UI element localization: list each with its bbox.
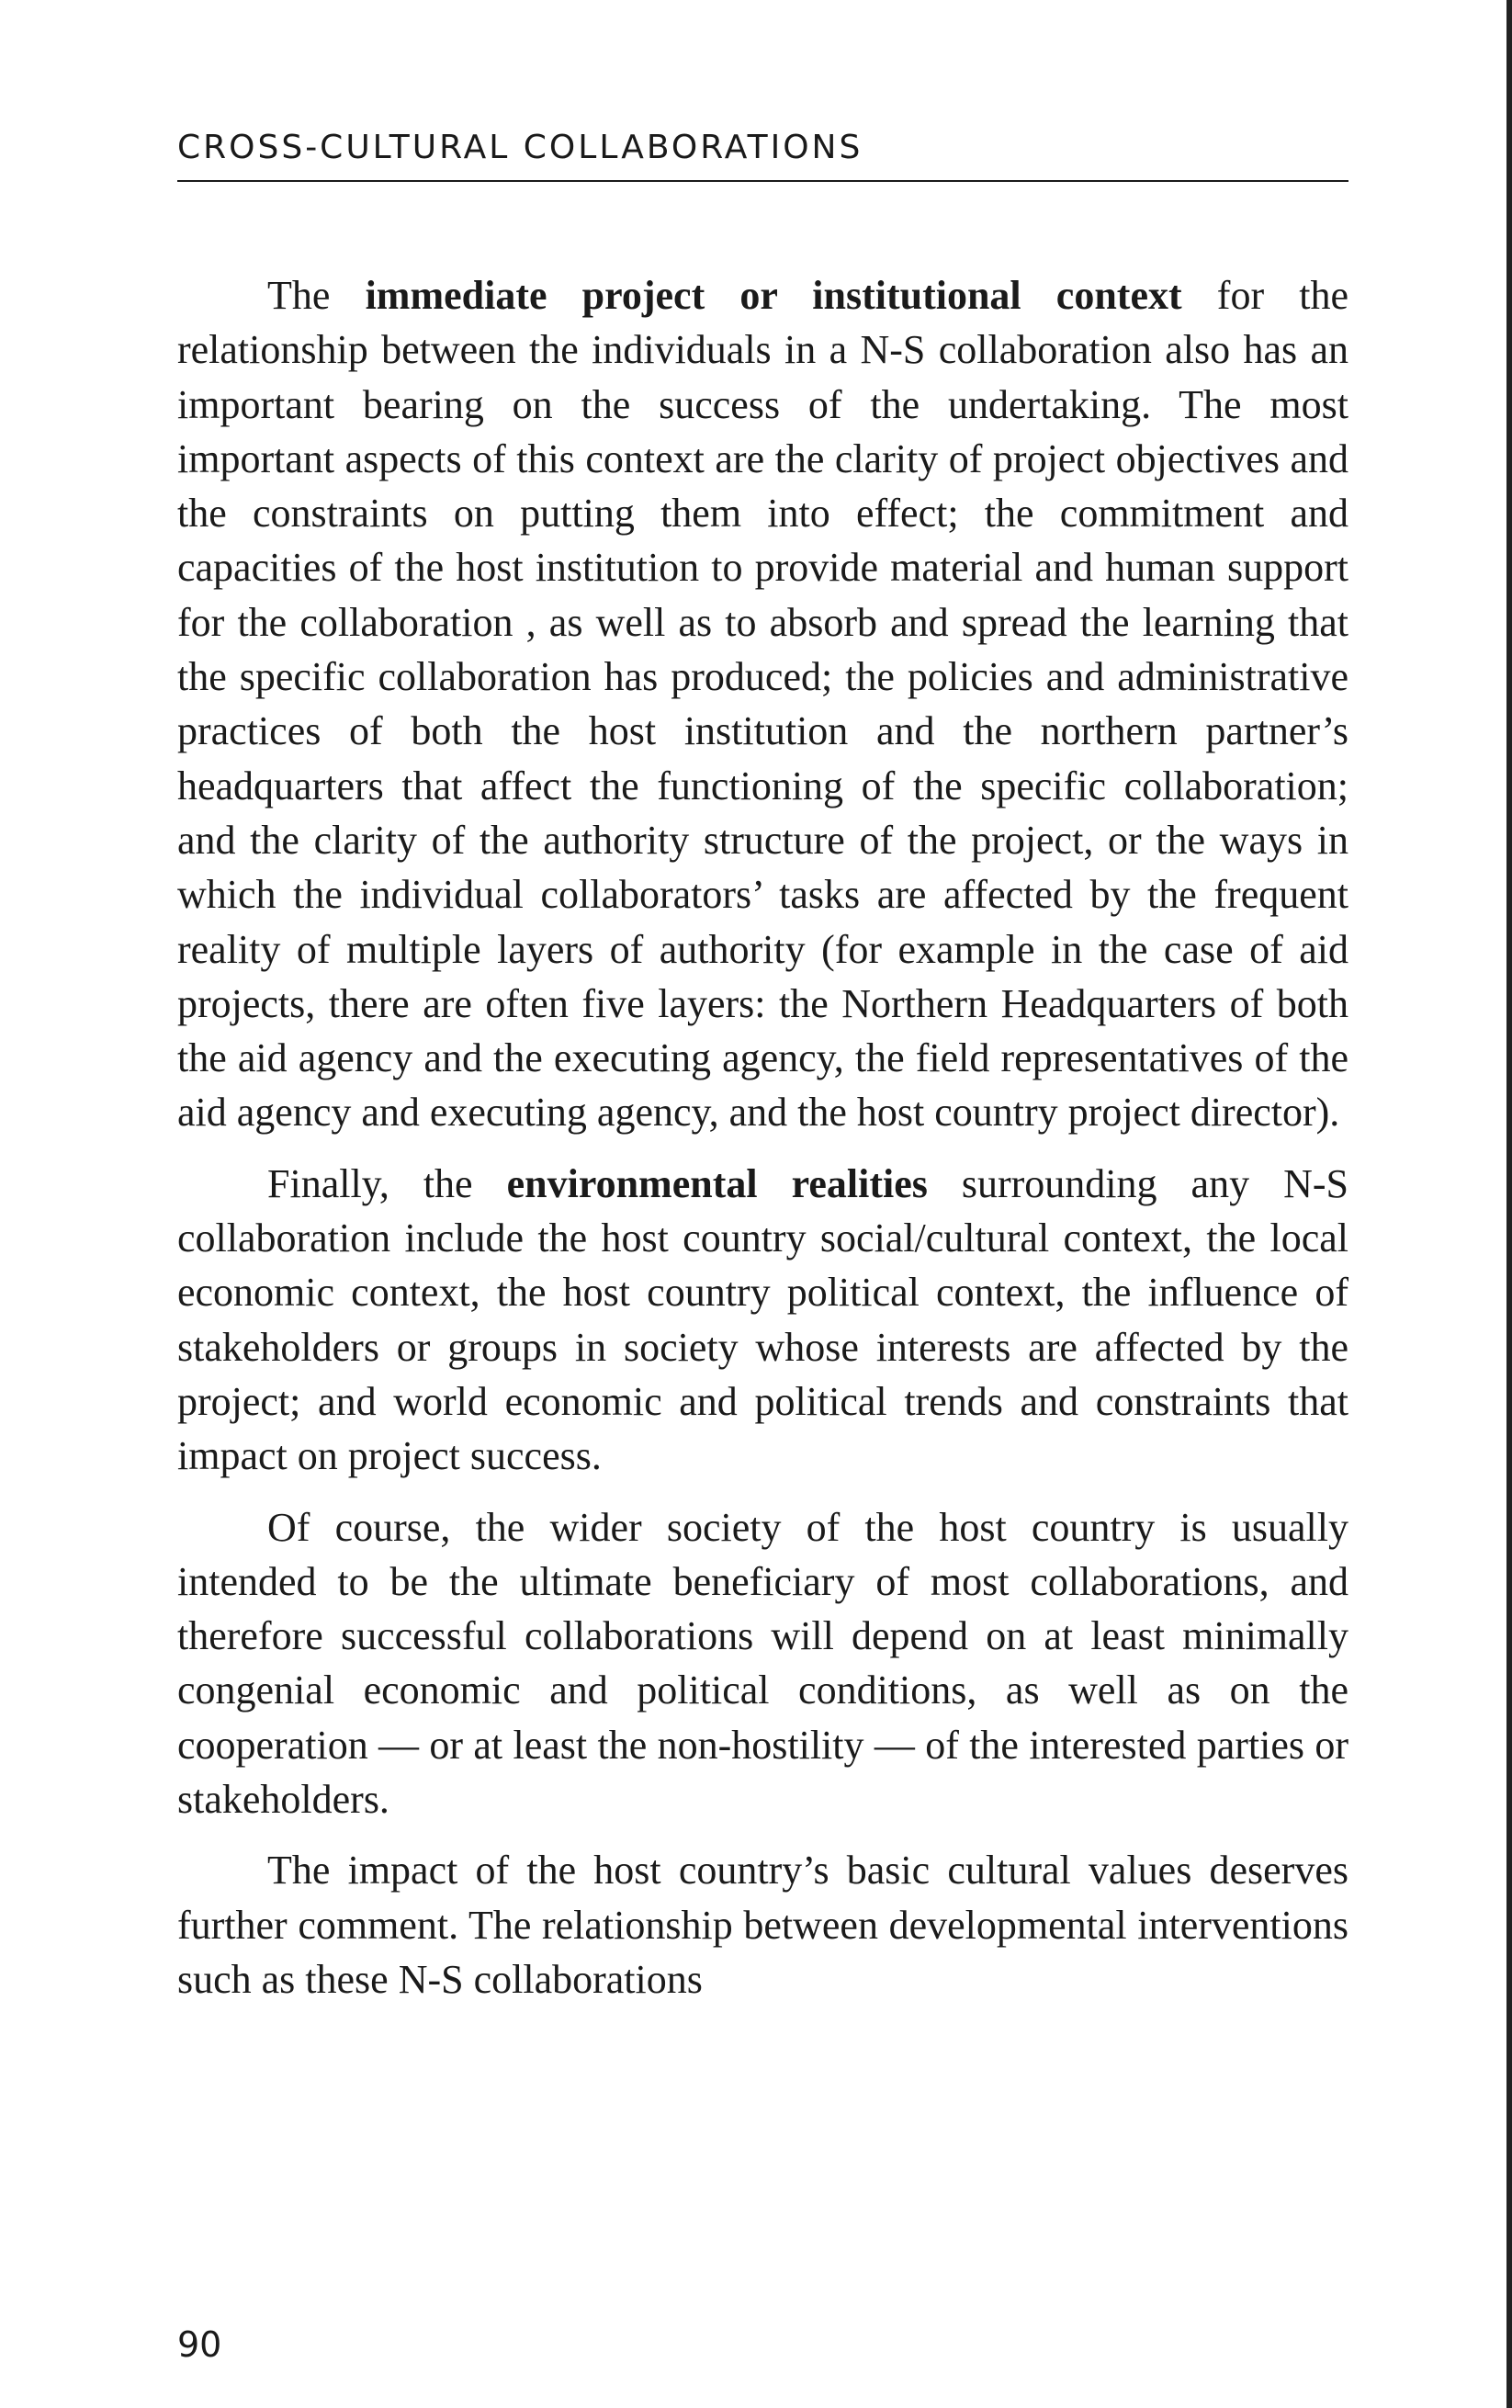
paragraph-text: surrounding any N-S collaboration include the host country social/cultural context, the local economic context, the host country political context, the influence of stakeholders or groups in society whose interests are affected by the project; and world economic and political trends and constraints that impact on project success. — [177, 1160, 1349, 1479]
emphasis-term: immediate project or institutional context — [365, 273, 1182, 318]
page-number: 90 — [177, 2324, 222, 2365]
page-edge-shadow — [1506, 0, 1512, 2408]
paragraph-text: The — [267, 273, 366, 318]
paragraph-text: Of course, the wider society of the host country is usually intended to be the ultimate beneficiary of most collaborations, and therefore successful collaborations will depend on at least minimally congenial economic and political conditions, as well as on the cooperation — or at least the non-hostility — of the interested parties or stakeholders. — [177, 1504, 1348, 1823]
body-text — [177, 268, 1348, 2007]
paragraph-text: for the relationship between the individuals in a N-S collaboration also has an important bearing on the success of the undertaking. The most important aspects of this context are the clarity of project objectives and the constraints on putting them into effect; the commitment and capacities of the host institution to provide material and human support for the collaboration , as well as to absorb and spread the learning that the specific collaboration has produced; the policies and administrative practices of both the host institution and the northern partner’s headquarters that affect the functioning of the specific collaboration; and the clarity of the authority structure of the project, or the ways in which the individual collaborators’ tasks are affected by the frequent reality of multiple layers of authority (for example in the case of aid projects, there are often five layers: the Northern Headquarters of both the aid agency and the executing agency, the field representatives of the aid agency and executing agency, and the host country project director). — [177, 273, 1349, 1136]
paragraph — [177, 1157, 1348, 1484]
paragraph — [177, 268, 1348, 1140]
emphasis-term: environmental realities — [506, 1160, 928, 1206]
running-head: CROSS-CULTURAL COLLABORATIONS — [177, 129, 863, 166]
paragraph-text: Finally, the — [267, 1160, 507, 1206]
header-rule — [177, 180, 1348, 182]
paragraph — [177, 1500, 1348, 1827]
paragraph-text: The impact of the host country’s basic cultural values deserves further comment. The relationship between developmental interventions such as these N-S collaborations — [177, 1848, 1348, 2002]
paragraph — [177, 1843, 1348, 2007]
